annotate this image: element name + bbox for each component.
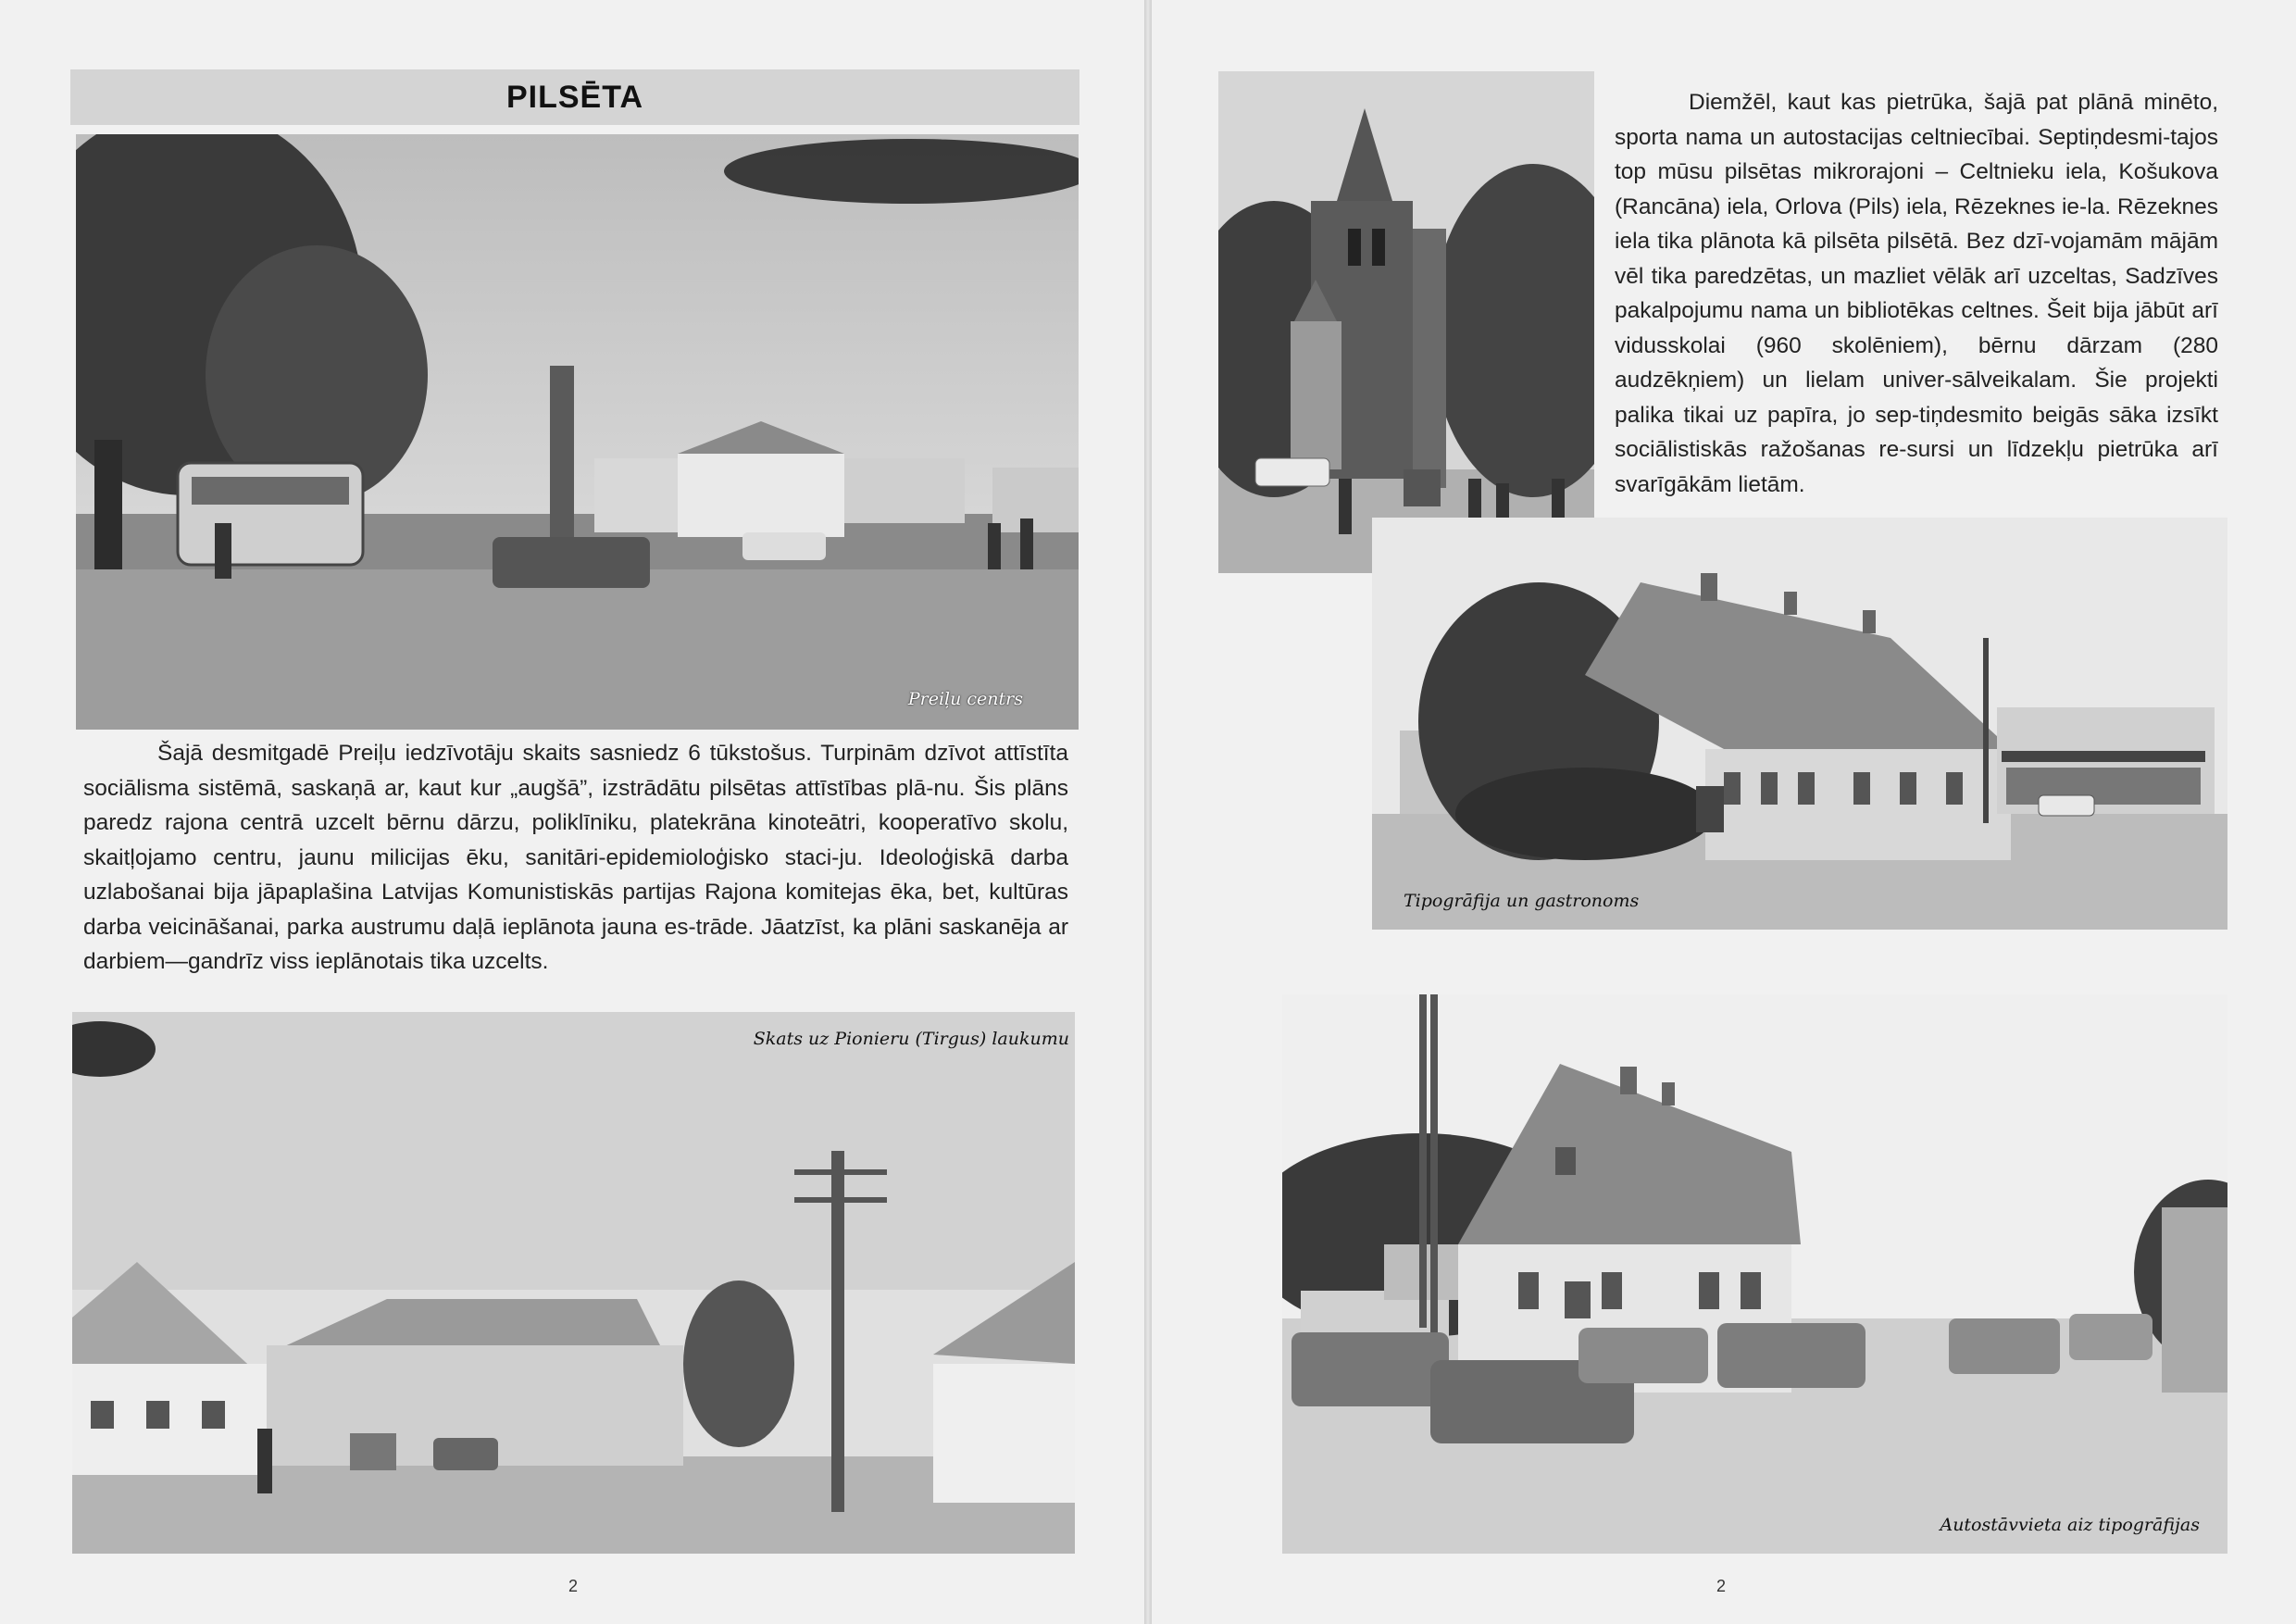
right-page-text: [1615, 85, 2218, 502]
spine-gutter: [1144, 0, 1152, 1624]
photo-tipografija: [1372, 518, 2227, 930]
photo-tipografija-image: [1372, 518, 2227, 930]
photo-caption: Autostāvvieta aiz tipogrāfijas: [1940, 1515, 2200, 1535]
photo-autostavvieta: [1282, 994, 2227, 1554]
page-number: 2: [1716, 1577, 1727, 1595]
left-paragraph: Šajā desmitgadē Preiļu iedzīvotāju skaits sasniedz 6 tūkstošus. Turpinām dzīvot attīstīta sociālisma sistēmā, saskaņā ar, kaut kur „augšā”, izstrādātu pilsētas attīstības plā-nu. Šis plāns paredz rajona centrā uzcelt bērnu dārzu, poliklīniku, platekrāna kinoteātri, kooperatīvo skolu, skaitļojamo centru, jaunu milicijas ēku, sanitāri-epidemioloģisko staci-ju. Ideoloģiskā darba uzlabošanai bija jāpaplašina Latvijas Komunistiskās partijas Rajona komitejas ēka, bet, kultūras darba veicināšanai, parka austrumu daļā ieplānota jauna es-trāde. Jāatzīst, ka plāni saskanēja ar darbiem—gandrīz viss ieplānotais tika uzcelts.: [83, 741, 1068, 974]
page-title-bar: [70, 69, 1079, 125]
photo-autostavvieta-image: [1282, 994, 2227, 1554]
photo-caption: Preiļu centrs: [907, 689, 1023, 709]
page-number: 2: [568, 1577, 579, 1595]
photo-church-image: [1218, 71, 1594, 573]
right-page: [1152, 0, 2296, 1624]
photo-pionieru-laukums: [72, 1012, 1075, 1554]
left-page: [0, 0, 1144, 1624]
photo-caption: Tipogrāfija un gastronoms: [1404, 891, 1640, 911]
photo-preilu-centrs-image: [76, 134, 1079, 730]
photo-pionieru-laukums-image: [72, 1012, 1075, 1554]
photo-church: [1218, 71, 1594, 573]
photo-caption: Skats uz Pionieru (Tirgus) laukumu: [753, 1029, 1069, 1049]
page-title: PILSĒTA: [505, 79, 644, 115]
left-page-text: [83, 736, 1068, 980]
right-paragraph: Diemžēl, kaut kas pietrūka, šajā pat plānā minēto, sporta nama un autostacijas celtniecībai. Septiņdesmi-tajos top mūsu pilsētas mikrorajoni – Celtnieku iela, Košukova (Rancāna) iela, Orlova (Pils) iela, Rēzeknes ie-la. Rēzeknes iela tika plānota kā pilsēta pilsētā. Bez dzī-vojamām mājām vēl tika paredzētas, un mazliet vēlāk arī uzceltas, Sadzīves pakalpojumu nama un bibliotēkas celtnes. Šeit bija jābūt arī vidusskolai (960 skolēniem), bērnu dārzam (280 audzēkņiem) un lielam univer-sālveikalam. Šie projekti palika tikai uz papīra, jo sep-tiņdesmito beigās sāka izsīkt sociālistiskās ražošanas re-sursi un līdzekļu pietrūka arī svarīgākām lietām.: [1615, 90, 2218, 497]
photo-preilu-centrs: [76, 134, 1079, 730]
